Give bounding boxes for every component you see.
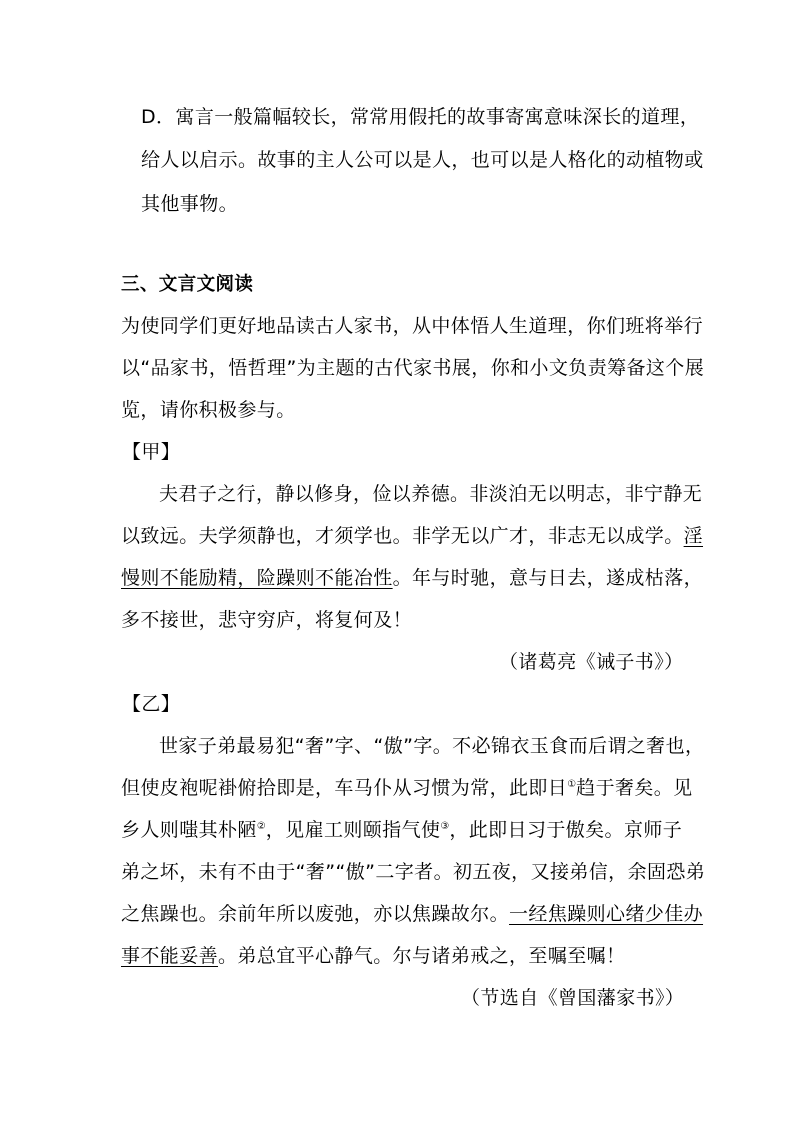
underlined-phrase: 一经焦躁则心绪少佳办	[509, 903, 704, 925]
underlined-phrase: 慢则不能励精，险躁则不能冶性	[121, 567, 393, 589]
option-d-line-2: 给人以启示。故事的主人公可以是人，也可以是人格化的动植物或	[141, 149, 704, 171]
intro-line-1: 为使同学们更好地品读古人家书，从中体悟人生道理，你们班将举行	[121, 315, 704, 337]
underlined-phrase: 淫	[683, 525, 704, 547]
passage-jia-line-4: 多不接世，悲守穷庐，将复何及！	[121, 609, 413, 631]
passage-yi-line-2: 但使皮袍呢褂俯拾即是，车马仆从习惯为常，此即日①趋于奢矣。见	[121, 777, 693, 799]
footnote-marker-3: ③	[440, 821, 450, 832]
passage-jia-source: （诸葛亮《诫子书》）	[499, 651, 684, 673]
passage-yi-line-5: 之焦躁也。余前年所以废弛，亦以焦躁故尔。一经焦躁则心绪少佳办	[121, 903, 704, 925]
passage-jia-line-3: 慢则不能励精，险躁则不能冶性。年与时驰，意与日去，遂成枯落，	[121, 567, 704, 589]
passage-jia-label: 【甲】	[122, 441, 181, 463]
passage-yi-line-6: 事不能妥善。弟总宜平心静气。尔与诸弟戒之，至嘱至嘱！	[121, 945, 626, 967]
passage-yi-source: （节选自《曾国藩家书》）	[461, 987, 685, 1009]
intro-line-2: 以“品家书，悟哲理”为主题的古代家书展，你和小文负责筹备这个展	[121, 357, 705, 379]
underlined-phrase: 事不能妥善	[121, 945, 219, 967]
footnote-marker-1: ①	[567, 779, 577, 790]
option-d-line-3: 其他事物。	[141, 193, 239, 215]
option-d-line-1: D．寓言一般篇幅较长，常常用假托的故事寄寓意味深长的道理，	[141, 106, 700, 128]
footnote-marker-2: ②	[256, 821, 266, 832]
passage-jia-line-1: 夫君子之行，静以修身，俭以养德。非淡泊无以明志，非宁静无	[159, 483, 703, 505]
passage-yi-line-1: 世家子弟最易犯“奢”字、“傲”字。不必锦衣玉食而后谓之奢也，	[159, 735, 705, 757]
section-heading: 三、文言文阅读	[121, 274, 254, 295]
passage-yi-line-3: 乡人则嗤其朴陋②，见雇工则颐指气使③，此即日习于傲矣。京师子	[121, 819, 683, 841]
passage-yi-line-4: 弟之坏，未有不由于“奢”“傲”二字者。初五夜，又接弟信，余固恐弟	[121, 861, 706, 883]
intro-line-3: 览，请你积极参与。	[121, 399, 296, 421]
passage-jia-line-2: 以致远。夫学须静也，才须学也。非学无以广才，非志无以成学。淫	[121, 525, 704, 547]
passage-yi-label: 【乙】	[122, 693, 181, 715]
